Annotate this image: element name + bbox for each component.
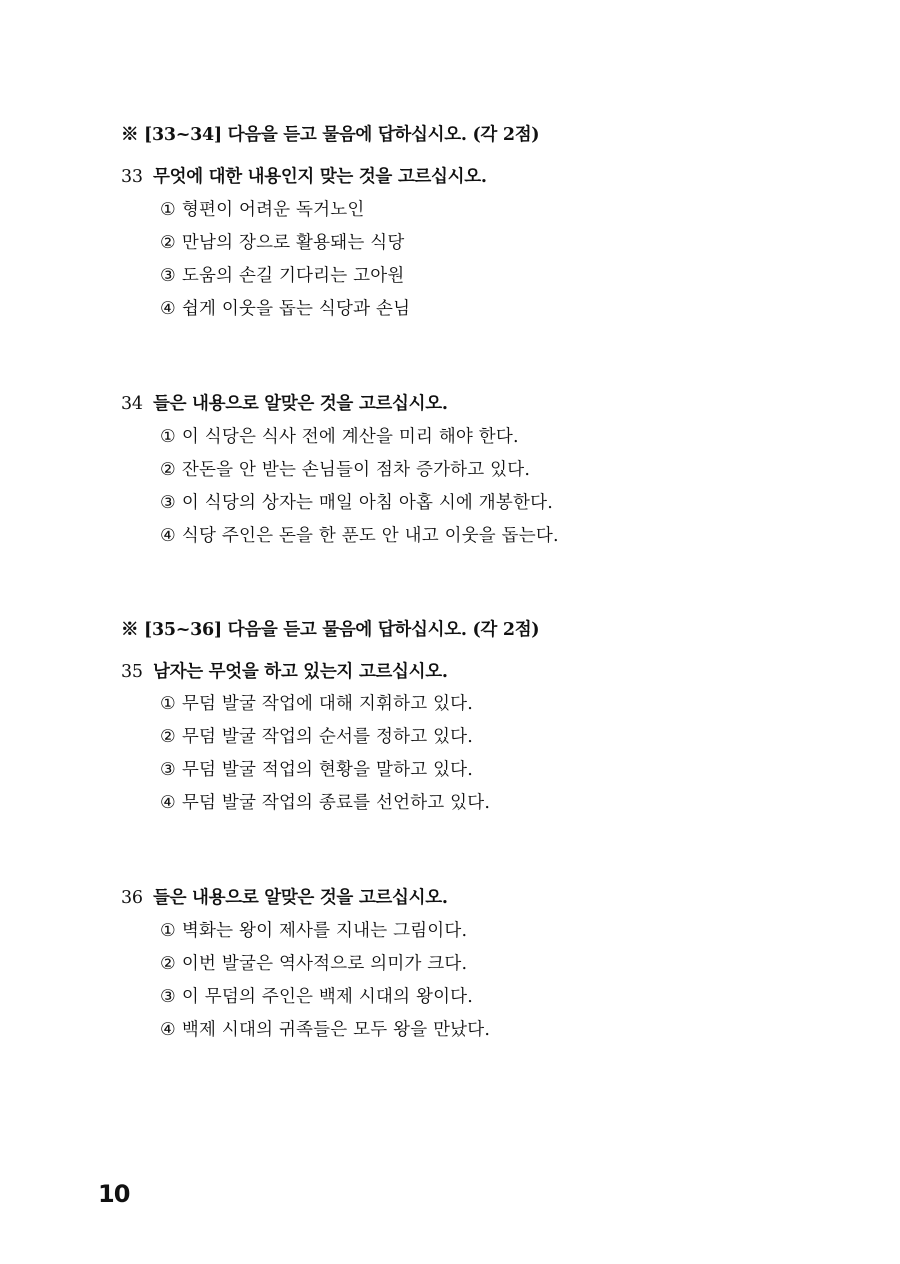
option-text: 벽화는 왕이 제사를 지내는 그림이다. — [181, 921, 468, 941]
option-marker: ③ — [160, 987, 176, 1007]
question-35-option-3[interactable] — [160, 756, 473, 781]
option-marker: ④ — [160, 793, 176, 813]
option-marker: ② — [160, 233, 176, 253]
question-prompt: 남자는 무엇을 하고 있는지 고르십시오. — [153, 662, 448, 682]
section-instruction-33-34: ※ [33~34] 다음을 듣고 물음에 답하십시오. (각 2점) — [121, 125, 540, 145]
option-text: 무덤 발굴 적업의 현황을 말하고 있다. — [181, 760, 474, 780]
option-text: 무덤 발굴 작업의 종료를 선언하고 있다. — [181, 793, 491, 813]
question-prompt: 무엇에 대한 내용인지 맞는 것을 고르십시오. — [153, 167, 487, 187]
question-34-option-3[interactable] — [160, 489, 553, 514]
question-prompt: 들은 내용으로 알맞은 것을 고르십시오. — [153, 888, 448, 908]
option-marker: ② — [160, 954, 176, 974]
option-marker: ③ — [160, 493, 176, 513]
option-marker: ② — [160, 460, 176, 480]
question-36-title — [121, 884, 448, 909]
question-35-option-1[interactable] — [160, 690, 473, 715]
option-text: 식당 주인은 돈을 한 푼도 안 내고 이웃을 돕는다. — [181, 526, 559, 546]
question-35-option-2[interactable] — [160, 723, 473, 748]
option-text: 이 무덤의 주인은 백제 시대의 왕이다. — [181, 987, 474, 1007]
option-text: 이 식당은 식사 전에 계산을 미리 해야 한다. — [181, 427, 519, 447]
option-text: 백제 시대의 귀족들은 모두 왕을 만났다. — [181, 1020, 491, 1040]
question-35-title — [121, 658, 448, 683]
option-text: 무덤 발굴 작업의 순서를 정하고 있다. — [181, 727, 474, 747]
option-marker: ① — [160, 200, 176, 220]
option-marker: ① — [160, 694, 176, 714]
question-36-option-1[interactable] — [160, 917, 467, 942]
question-number: 34 — [121, 394, 143, 414]
option-text: 쉽게 이웃을 돕는 식당과 손님 — [181, 299, 411, 319]
question-33-option-4[interactable] — [160, 295, 410, 320]
option-marker: ② — [160, 727, 176, 747]
question-34-option-4[interactable] — [160, 522, 559, 547]
option-text: 이번 발굴은 역사적으로 의미가 크다. — [181, 954, 468, 974]
option-text: 도움의 손길 기다리는 고아원 — [181, 266, 405, 286]
question-34-option-2[interactable] — [160, 456, 530, 481]
option-text: 만남의 장으로 활용돼는 식당 — [181, 233, 405, 253]
section-instruction-35-36: ※ [35~36] 다음을 듣고 물음에 답하십시오. (각 2점) — [121, 620, 540, 640]
question-36-option-3[interactable] — [160, 983, 473, 1008]
question-number: 36 — [121, 888, 143, 908]
option-text: 무덤 발굴 작업에 대해 지휘하고 있다. — [181, 694, 474, 714]
option-marker: ④ — [160, 1020, 176, 1040]
question-34-option-1[interactable] — [160, 423, 519, 448]
page-number: 10 — [98, 1180, 130, 1208]
question-number: 33 — [121, 167, 143, 187]
option-marker: ① — [160, 921, 176, 941]
question-36-option-4[interactable] — [160, 1016, 490, 1041]
option-marker: ④ — [160, 299, 176, 319]
question-34-title — [121, 390, 448, 415]
option-text: 이 식당의 상자는 매일 아침 아홉 시에 개봉한다. — [181, 493, 553, 513]
question-prompt: 들은 내용으로 알맞은 것을 고르십시오. — [153, 394, 448, 414]
option-marker: ③ — [160, 760, 176, 780]
option-marker: ③ — [160, 266, 176, 286]
option-text: 형편이 어려운 독거노인 — [181, 200, 365, 220]
question-35-option-4[interactable] — [160, 789, 490, 814]
question-number: 35 — [121, 662, 143, 682]
option-marker: ① — [160, 427, 176, 447]
question-33-option-3[interactable] — [160, 262, 404, 287]
question-33-option-2[interactable] — [160, 229, 404, 254]
question-33-title — [121, 163, 487, 188]
option-text: 잔돈을 안 받는 손님들이 점차 증가하고 있다. — [181, 460, 531, 480]
question-36-option-2[interactable] — [160, 950, 467, 975]
option-marker: ④ — [160, 526, 176, 546]
question-33-option-1[interactable] — [160, 196, 364, 221]
